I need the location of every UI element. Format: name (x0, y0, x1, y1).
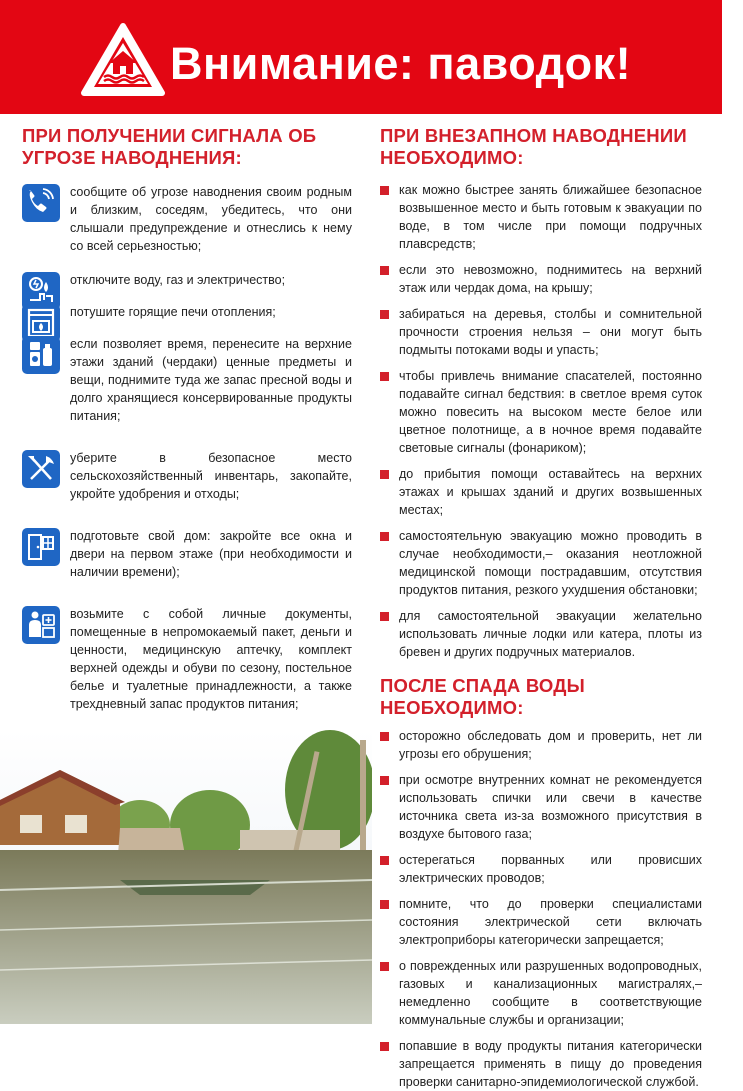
instruction-text: потушите горящие печи отопления; (70, 305, 276, 319)
instruction-text: возьмите с собой личные документы, помещенные в непромокаемый пакет, деньги и ценности, медицинскую аптечку, комплект верхней одежды и обуви по сезону, постельное белье и туалетные принадлежности, а также трехдневный запас продуктов питания; (70, 607, 352, 711)
bullet-square (380, 372, 389, 381)
instruction-item (22, 527, 352, 581)
list-item-text: забираться на деревья, столбы и сомнительной прочности строения нельзя – они могут быть подмыты потоками воды и упасть; (399, 307, 702, 357)
flood-warning-icon (80, 22, 166, 98)
documents-icon (22, 606, 60, 644)
instruction-text: отключите воду, газ и электричество; (70, 273, 286, 287)
supplies-icon (22, 336, 60, 374)
instruction-text: сообщите об угрозе наводнения своим родным и близким, соседям, убедитесь, что они слышали предупреждение и отнеслись к нему со всей серьезностью; (70, 185, 352, 253)
list-item (380, 527, 702, 599)
header-banner (0, 0, 722, 114)
flood-photo (0, 730, 372, 1024)
instruction-text: уберите в безопасное место сельскохозяйственный инвентарь, закопайте, укройте удобрения и отходы; (70, 451, 352, 501)
list-item-text: как можно быстрее занять ближайшее безопасное возвышенное место и быть готовым к эвакуации по воде, в том числе при помощи подручных плавсредств; (399, 183, 702, 251)
list-item (380, 727, 702, 763)
left-list (22, 183, 352, 767)
phone-icon (22, 184, 60, 222)
list-item-text: для самостоятельной эвакуации желательно использовать личные лодки или катера, плоты из бревен и других подручных материалов. (399, 609, 702, 659)
list-item (380, 607, 702, 661)
right-heading-after: ПОСЛЕ СПАДА ВОДЫ НЕОБХОДИМО: (380, 675, 585, 718)
bullet-square (380, 856, 389, 865)
list-item-text: осторожно обследовать дом и проверить, нет ли угрозы его обрушения; (399, 729, 702, 761)
bullet-square (380, 900, 389, 909)
left-heading: ПРИ ПОЛУЧЕНИИ СИГНАЛА ОБ УГРОЗЕ НАВОДНЕНИЯ: (22, 125, 317, 168)
list-item-text: остерегаться порванных или провисших электрических проводов; (399, 853, 702, 885)
bullet-square (380, 470, 389, 479)
list-item (380, 181, 702, 253)
list-item-text: самостоятельную эвакуацию можно проводить в случае необходимости,– оказания неотложной медицинской помощи пострадавшим, отсутствия продуктов питания, резкого ухудшения обстановки; (399, 529, 702, 597)
bullet-square (380, 732, 389, 741)
list-item (380, 305, 702, 359)
instruction-item (22, 335, 352, 425)
list-item-text: помните, что до проверки специалистами состояния электрической сети включать электроприборы категорически запрещается; (399, 897, 702, 947)
bullet-square (380, 962, 389, 971)
instruction-item (22, 271, 352, 289)
tools-icon (22, 450, 60, 488)
list-item-text: чтобы привлечь внимание спасателей, постоянно подавайте сигнал бедствия: в светлое время суток можно повесить на высоком месте белое или цветное полотнище, а в ночное время подавайте световые сигналы (фонариком); (399, 369, 702, 455)
list-item-text: при осмотре внутренних комнат не рекомендуется использовать спички или свечи в качестве источника света из-за возможного присутствия в воздухе бытового газа; (399, 773, 702, 841)
list-item-text: о поврежденных или разрушенных водопроводных, газовых и канализационных магистралях,– немедленно сообщите в соответствующие коммунальные службы и организации; (399, 959, 702, 1027)
list-item-text: попавшие в воду продукты питания категорически запрещается применять в пищу до проведения проверки санитарно-эпидемиологической службой. (399, 1039, 702, 1089)
instruction-item (22, 605, 352, 713)
instruction-item (22, 449, 352, 503)
list-item (380, 367, 702, 457)
instruction-item (22, 303, 352, 321)
list-item (380, 1037, 702, 1091)
instruction-text: если позволяет время, перенесите на верхние этажи зданий (чердаки) ценные предметы и вещи, поднимите туда же запас пресной воды и долго хранящиеся консервированные продукты питания; (70, 337, 352, 423)
list-item (380, 771, 702, 843)
bullet-square (380, 532, 389, 541)
instruction-text: подготовьте свой дом: закройте все окна и двери на первом этаже (при необходимости и наличии времени); (70, 529, 352, 579)
bullet-square (380, 612, 389, 621)
list-item (380, 851, 702, 887)
instruction-item (22, 183, 352, 255)
window-icon (22, 528, 60, 566)
right-heading-sudden: ПРИ ВНЕЗАПНОМ НАВОДНЕНИИ НЕОБХОДИМО: (380, 125, 687, 168)
bullet-square (380, 310, 389, 319)
right-column (380, 125, 702, 1091)
list-item (380, 957, 702, 1029)
after-flood-list (380, 727, 702, 1091)
list-item (380, 261, 702, 297)
bullet-square (380, 1042, 389, 1051)
page-title: Внимание: паводок! (170, 38, 632, 89)
sudden-flood-list (380, 181, 702, 661)
list-item (380, 895, 702, 949)
bullet-square (380, 186, 389, 195)
list-item-text: если это невозможно, поднимитесь на верхний этаж или чердак дома, на крышу; (399, 263, 702, 295)
list-item (380, 465, 702, 519)
bullet-square (380, 266, 389, 275)
list-item-text: до прибытия помощи оставайтесь на верхних этажах и крышах зданий и других возвышенных местах; (399, 467, 702, 517)
left-column (22, 125, 352, 767)
bullet-square (380, 776, 389, 785)
